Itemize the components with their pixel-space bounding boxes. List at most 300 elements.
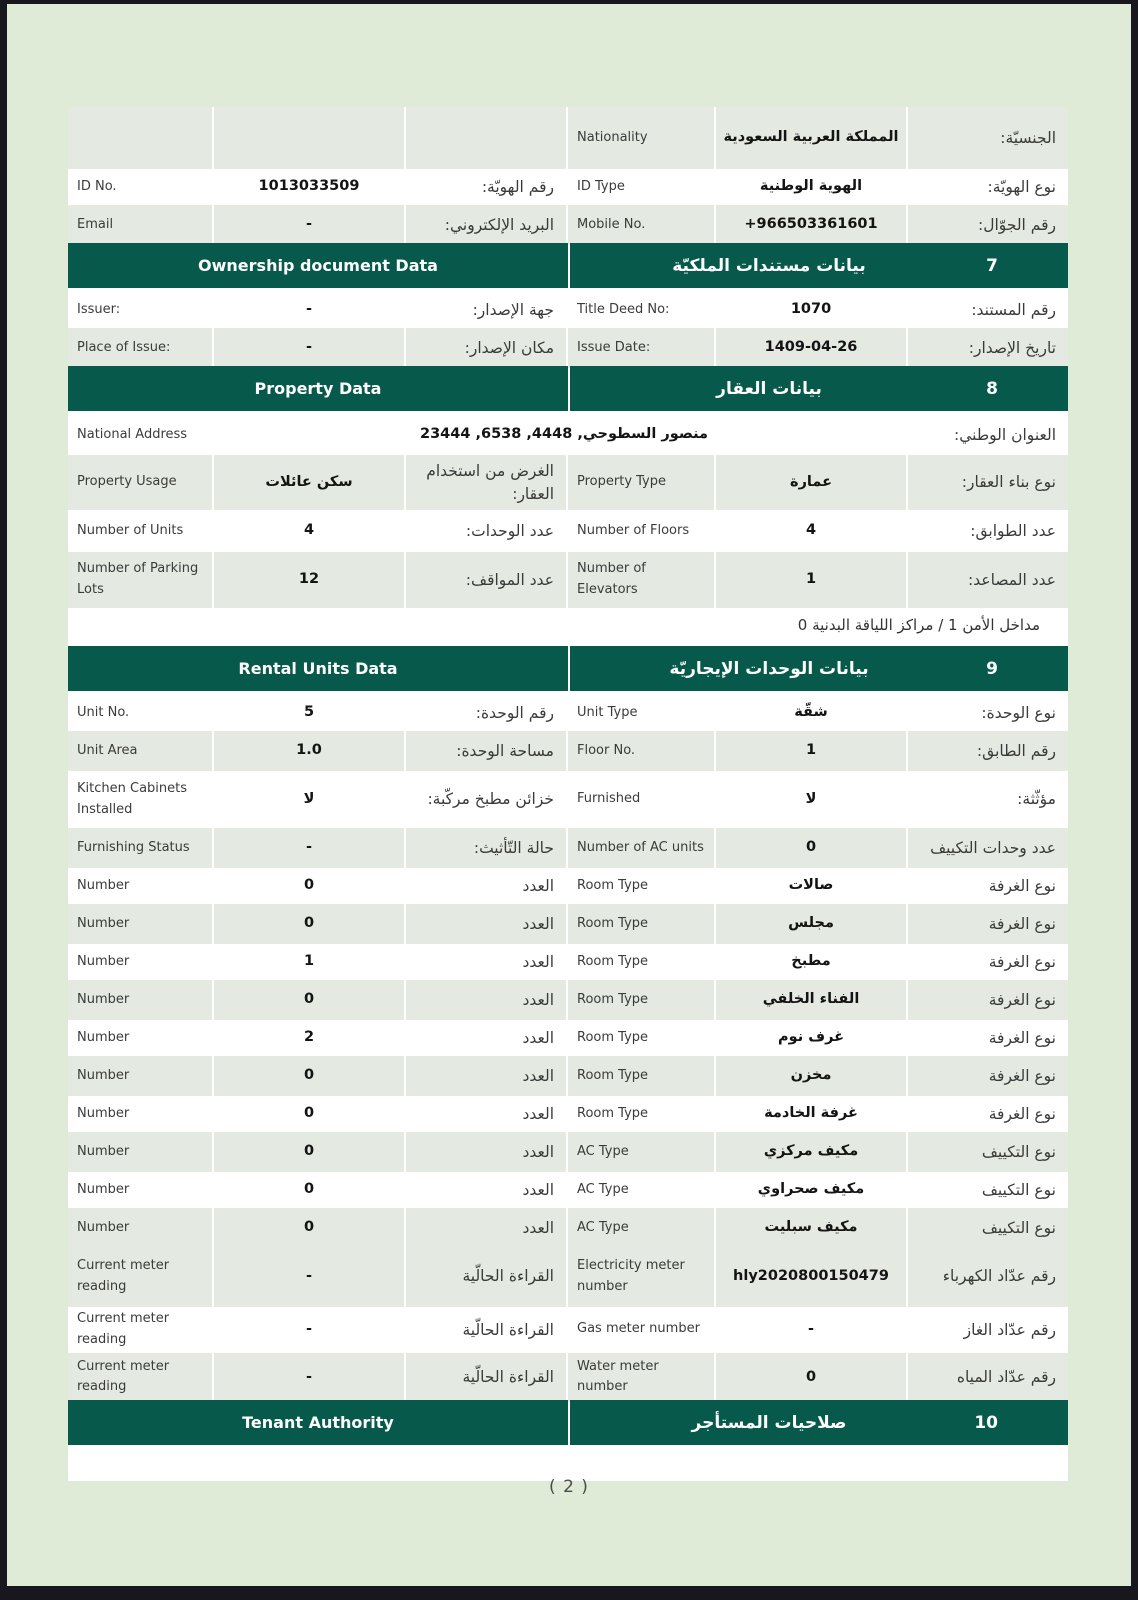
field-label-ar-text: تاريخ الإصدار: [968, 338, 1056, 357]
section-title-ar-text: بيانات الوحدات الإيجاريّة [669, 658, 869, 679]
contract-table [68, 107, 1068, 1481]
field-label-ar [908, 1208, 1068, 1248]
field-value-text: 0 [303, 1067, 315, 1084]
field-value [716, 769, 906, 830]
field-value-text: 5 [303, 704, 315, 721]
field-value-text: مخزن [790, 1067, 832, 1084]
field-value-text: 0 [303, 991, 315, 1008]
section-title-ar-text: صلاحيات المستأجر [691, 1412, 847, 1433]
field-label-en-text: Property Usage [77, 474, 177, 490]
field-value-text: 1.0 [296, 742, 322, 759]
field-label-en-text: Number [77, 877, 130, 893]
field-value [222, 413, 906, 457]
section-number: 9 [986, 658, 998, 679]
field-label-en-text: Number of AC units [577, 839, 704, 855]
table-row-wide [68, 413, 1068, 453]
field-label-en [68, 769, 212, 830]
field-label-en [68, 1018, 212, 1058]
table-row [68, 107, 1068, 165]
field-value-text: المملكة العربية السعودية [723, 129, 899, 146]
field-label-en-text: Issuer: [77, 301, 121, 317]
table-row [68, 731, 1068, 767]
field-label-ar [406, 328, 566, 368]
section-header-7 [68, 243, 1068, 288]
field-label-en [568, 1170, 714, 1210]
field-label-en-text: Current meter reading [77, 1358, 170, 1395]
field-label-en [568, 866, 714, 906]
field-label-en-text: Room Type [577, 953, 649, 969]
field-label-en [68, 1094, 212, 1134]
field-label-ar-text: الغرض من استخدام العقار: [426, 462, 554, 503]
field-label-ar [908, 693, 1068, 733]
field-value [214, 1056, 404, 1096]
field-label-ar-text: نوع الغرفة [988, 1028, 1056, 1047]
section-title-ar [570, 646, 1068, 691]
field-label-ar-text: نوع الغرفة [988, 1066, 1056, 1085]
table-row [68, 1246, 1068, 1303]
field-value [716, 1208, 906, 1248]
field-label-ar-text: خزائن مطبخ مركّبة: [427, 790, 554, 809]
field-value [214, 1132, 404, 1172]
field-value [214, 866, 404, 906]
field-label-ar-text: نوع الوحدة: [981, 703, 1056, 722]
field-label-ar-text: العدد [522, 952, 554, 971]
field-value-text: 1 [805, 571, 817, 588]
field-label-en-text: AC Type [577, 1143, 629, 1159]
pdf-page [7, 4, 1131, 1586]
table-row [68, 942, 1068, 978]
field-value [716, 205, 906, 245]
field-value [214, 942, 404, 982]
field-value [716, 107, 906, 169]
field-label-ar-text: عدد الوحدات: [465, 521, 554, 540]
field-label-en [68, 1208, 212, 1248]
field-value [716, 1056, 906, 1096]
field-label-en [68, 693, 212, 733]
section-title-en: Property Data [68, 366, 568, 411]
field-value-text: 0 [805, 1368, 817, 1385]
field-value-text: 0 [303, 915, 315, 932]
field-label-ar [908, 205, 1068, 245]
field-value [716, 552, 906, 608]
field-value [716, 167, 906, 207]
field-label-en [568, 693, 714, 733]
field-label-en [568, 942, 714, 982]
field-label-en-text: ID No. [77, 178, 117, 194]
field-label-en-text: ID Type [577, 178, 625, 194]
field-value [214, 455, 404, 510]
field-label-en [68, 942, 212, 982]
field-label-ar [406, 552, 566, 608]
field-label-en [68, 1305, 212, 1355]
section-number: 7 [986, 255, 998, 276]
field-value-text: 1 [805, 742, 817, 759]
field-label-ar-text: نوع بناء العقار: [961, 473, 1056, 492]
table-row [68, 980, 1068, 1016]
field-label-en-text: Nationality [577, 129, 648, 145]
field-label-en-text: Number [77, 991, 130, 1007]
field-label-ar-text: مؤثّثة: [1017, 790, 1056, 809]
field-label-ar-text: عدد الطوابق: [970, 521, 1056, 540]
field-value [716, 508, 906, 554]
field-value-text: - [305, 1368, 313, 1385]
field-label-en [68, 205, 212, 245]
field-label-en-text: Number of Parking Lots [77, 561, 199, 597]
field-label-ar [406, 1018, 566, 1058]
field-label-ar-text: العدد [522, 1104, 554, 1123]
table-row [68, 1208, 1068, 1244]
field-label-en-text: Number [77, 1219, 130, 1235]
field-value [716, 731, 906, 771]
field-label-en [68, 1132, 212, 1172]
field-label-ar [406, 167, 566, 207]
field-label-ar-text: العدد [522, 1066, 554, 1085]
field-label-ar [406, 508, 566, 554]
field-value-text: 0 [303, 1143, 315, 1160]
field-value-text: منصور السطوحي, 4448, 6538, 23444 [419, 426, 709, 443]
field-label-en-text: Place of Issue: [77, 339, 171, 355]
field-label-ar [908, 828, 1068, 868]
field-label-ar-text: نوع التكييف [981, 1142, 1056, 1161]
field-label-en [568, 980, 714, 1020]
field-value-text: hly2020800150479 [733, 1267, 889, 1284]
field-value [214, 1305, 404, 1355]
security-entrances-note-text: مداخل الأمن 1 / مراكز اللياقة البدنية 0 [797, 616, 1040, 634]
field-value-text: 1 [303, 953, 315, 970]
section-header-10 [68, 1400, 1068, 1445]
field-label-ar [406, 107, 566, 169]
field-label-en [568, 328, 714, 368]
field-label-ar [908, 455, 1068, 510]
field-value [214, 980, 404, 1020]
field-label-ar [406, 828, 566, 868]
field-label-ar-text: العنوان الوطني: [954, 425, 1056, 444]
field-label-ar-text: القراءة الحالّية [462, 1267, 554, 1286]
field-label-en-text: Electricity meter number [577, 1257, 685, 1294]
field-label-ar-text: رقم الجوّال: [978, 215, 1056, 234]
field-label-en-text: Number [77, 1029, 130, 1045]
table-row [68, 769, 1068, 826]
field-label-ar-text: رقم الوحدة: [475, 703, 554, 722]
field-value-text: 4 [805, 522, 817, 539]
field-label-en [568, 1132, 714, 1172]
field-value-text: 4 [303, 522, 315, 539]
field-value [214, 769, 404, 830]
field-label-en-text: AC Type [577, 1181, 629, 1197]
field-label-en [68, 290, 212, 330]
field-label-ar [406, 980, 566, 1020]
field-label-ar [908, 328, 1068, 368]
field-label-ar [908, 942, 1068, 982]
field-value [214, 167, 404, 207]
field-label-en-text: Issue Date: [577, 339, 651, 355]
field-value-text: غرف نوم [778, 1029, 844, 1046]
field-label-ar [908, 1170, 1068, 1210]
field-label-ar [908, 1094, 1068, 1134]
field-value-text: الفناء الخلفي [762, 991, 860, 1008]
field-value-text: لا [303, 790, 315, 807]
field-value-text: مطبخ [791, 953, 831, 970]
table-row [68, 1170, 1068, 1206]
section-title-en: Rental Units Data [68, 646, 568, 691]
field-value [716, 866, 906, 906]
field-value-text: 0 [303, 1219, 315, 1236]
field-value [214, 1208, 404, 1248]
field-label-ar-text: رقم عدّاد المياه [956, 1368, 1056, 1387]
field-label-en [68, 828, 212, 868]
field-value [716, 328, 906, 368]
field-label-en-text: Number [77, 1067, 130, 1083]
field-label-en-text: Number of Units [77, 522, 184, 538]
field-label-ar-text: جهة الإصدار: [472, 300, 554, 319]
field-label-en-text: National Address [77, 426, 188, 442]
field-label-en [68, 107, 212, 169]
field-label-ar [406, 1305, 566, 1355]
field-value-text: مكيف مركزي [763, 1143, 859, 1160]
field-label-ar [406, 1246, 566, 1307]
field-label-ar-text: عدد المصاعد: [968, 570, 1056, 589]
field-label-ar-text: نوع الغرفة [988, 990, 1056, 1009]
field-label-ar [406, 1353, 566, 1403]
field-value-text: سكن عائلات [265, 473, 353, 490]
field-value-text: مكيف سبليت [764, 1219, 858, 1236]
field-label-ar [908, 552, 1068, 608]
section-header-8 [68, 366, 1068, 411]
field-label-ar-text: نوع الغرفة [988, 952, 1056, 971]
field-label-en-text: Furnishing Status [77, 839, 190, 855]
field-value-text: - [305, 216, 313, 233]
field-label-en-text: Unit Type [577, 704, 638, 720]
field-label-en-text: Room Type [577, 1029, 649, 1045]
field-value-text: 2 [303, 1029, 315, 1046]
field-label-en [568, 828, 714, 868]
field-value-text: 1070 [790, 301, 832, 318]
field-value-text: - [807, 1320, 815, 1337]
field-value [716, 693, 906, 733]
field-label-en [568, 290, 714, 330]
table-row [68, 1018, 1068, 1054]
section-title-en: Tenant Authority [68, 1400, 568, 1445]
field-label-en-text: Room Type [577, 1067, 649, 1083]
field-value-text: - [305, 339, 313, 356]
field-label-ar [908, 1353, 1068, 1403]
table-row [68, 693, 1068, 729]
security-entrances-note [68, 606, 1068, 644]
field-label-en-text: Kitchen Cabinets Installed [77, 780, 188, 817]
field-label-en-text: AC Type [577, 1219, 629, 1235]
field-label-ar [406, 1094, 566, 1134]
field-value [716, 1094, 906, 1134]
field-label-en [568, 508, 714, 554]
field-label-en [568, 904, 714, 944]
field-label-en-text: Unit Area [77, 742, 138, 758]
field-label-ar-text: العدد [522, 1142, 554, 1161]
section-title-en: Ownership document Data [68, 243, 568, 288]
field-value [716, 828, 906, 868]
field-label-en [568, 552, 714, 608]
field-value [716, 290, 906, 330]
field-value [214, 731, 404, 771]
field-label-en-text: Mobile No. [577, 216, 646, 232]
field-label-ar-text: البريد الإلكتروني: [444, 215, 554, 234]
section-number: 10 [974, 1412, 998, 1433]
field-label-en-text: Email [77, 216, 114, 232]
field-label-ar [406, 693, 566, 733]
field-value [716, 1353, 906, 1403]
field-value [214, 1018, 404, 1058]
table-row [68, 1056, 1068, 1092]
field-label-ar [908, 1018, 1068, 1058]
field-label-en-text: Number [77, 1181, 130, 1197]
field-label-en [568, 167, 714, 207]
field-label-en-text: Gas meter number [577, 1321, 700, 1337]
table-row [68, 167, 1068, 203]
field-label-ar [908, 107, 1068, 169]
table-row [68, 1132, 1068, 1168]
section-title-ar-text: بيانات مستندات الملكيّة [672, 255, 866, 276]
field-label-ar [908, 1056, 1068, 1096]
field-label-ar-text: العدد [522, 1218, 554, 1237]
field-label-en-text: Room Type [577, 877, 649, 893]
page-number: ( 2 ) [549, 1477, 589, 1497]
field-label-en-text: Number [77, 1143, 130, 1159]
field-label-ar-text: العدد [522, 990, 554, 1009]
field-value [214, 1246, 404, 1307]
field-label-ar-text: عدد وحدات التكييف [930, 838, 1056, 857]
field-label-ar-text: رقم الطابق: [976, 741, 1056, 760]
field-value-text: مكيف صحراوي [757, 1181, 865, 1198]
field-label-ar [908, 980, 1068, 1020]
field-label-en [568, 769, 714, 830]
field-label-ar-text: العدد [522, 914, 554, 933]
field-label-ar [406, 1056, 566, 1096]
field-value-text: شقّة [794, 704, 828, 721]
section-title-ar [570, 243, 1068, 288]
field-label-ar-text: رقم عدّاد الغاز [963, 1320, 1056, 1339]
field-label-ar [406, 731, 566, 771]
table-row [68, 552, 1068, 604]
field-label-en-text: Number of Floors [577, 522, 690, 538]
field-label-en [68, 731, 212, 771]
field-label-ar-text: مكان الإصدار: [464, 338, 554, 357]
field-value [716, 1305, 906, 1355]
table-row [68, 828, 1068, 864]
field-label-ar-text: حالة التّأثيث: [473, 838, 554, 857]
table-row [68, 508, 1068, 550]
table-row [68, 328, 1068, 364]
field-label-en-text: Floor No. [577, 742, 636, 758]
field-value [214, 1094, 404, 1134]
field-value-text: - [305, 1267, 313, 1284]
field-value [214, 693, 404, 733]
field-label-en [68, 455, 212, 510]
table-row [68, 455, 1068, 506]
field-label-ar-text: رقم عدّاد الكهرباء [942, 1267, 1056, 1286]
field-label-ar-text: نوع الغرفة [988, 914, 1056, 933]
field-value-text: 0 [805, 839, 817, 856]
field-label-ar [908, 1132, 1068, 1172]
field-label-ar-text: رقم المستند: [971, 300, 1056, 319]
field-label-en-text: Room Type [577, 1105, 649, 1121]
field-label-en [68, 167, 212, 207]
field-label-ar-text: نوع الغرفة [988, 876, 1056, 895]
field-label-en-text: Water meter number [577, 1358, 659, 1395]
field-label-ar-text: القراءة الحالّية [462, 1320, 554, 1339]
section-title-ar [570, 366, 1068, 411]
table-row [68, 866, 1068, 902]
field-value-text: لا [805, 790, 817, 807]
field-label-ar [908, 1305, 1068, 1355]
field-label-en-text: Number [77, 1105, 130, 1121]
field-label-en [568, 1353, 714, 1403]
field-label-en-text: Number [77, 915, 130, 931]
field-value-text: - [305, 301, 313, 318]
field-label-en [568, 205, 714, 245]
field-value [214, 1170, 404, 1210]
field-label-en-text: Furnished [577, 791, 641, 807]
field-label-en [568, 1246, 714, 1307]
field-value [716, 455, 906, 510]
empty-row [68, 1447, 1068, 1479]
field-label-en [68, 866, 212, 906]
field-label-en [568, 731, 714, 771]
field-label-ar [406, 205, 566, 245]
field-value-text: صالات [788, 877, 834, 894]
field-value [716, 980, 906, 1020]
field-label-en [568, 1208, 714, 1248]
field-label-ar-text: نوع الهويّة: [987, 177, 1056, 196]
field-value-text: 12 [298, 571, 320, 588]
field-label-en [568, 1056, 714, 1096]
field-label-ar-text: مساحة الوحدة: [456, 741, 554, 760]
field-value-text: 1409-04-26 [764, 339, 858, 356]
field-value [716, 942, 906, 982]
field-value [716, 904, 906, 944]
field-label-ar-text: القراءة الحالّية [462, 1368, 554, 1387]
field-label-en-text: Property Type [577, 474, 667, 490]
section-title-ar [570, 1400, 1068, 1445]
field-label-ar [908, 731, 1068, 771]
field-label-ar-text: العدد [522, 1180, 554, 1199]
field-label-ar [406, 769, 566, 830]
field-value-text: الهوية الوطنية [759, 178, 863, 195]
field-label-ar-text: نوع الغرفة [988, 1104, 1056, 1123]
field-label-ar-text: رقم الهويّة: [481, 177, 554, 196]
table-row [68, 904, 1068, 940]
field-label-ar [406, 455, 566, 510]
field-label-en [68, 980, 212, 1020]
table-row [68, 290, 1068, 326]
field-label-ar [908, 866, 1068, 906]
field-value-text: - [305, 839, 313, 856]
field-value [716, 1132, 906, 1172]
field-value [716, 1018, 906, 1058]
field-label-en-text: Room Type [577, 915, 649, 931]
field-label-en-text: Room Type [577, 991, 649, 1007]
field-value [214, 107, 404, 169]
field-value [214, 328, 404, 368]
field-value-text: غرفة الخادمة [764, 1105, 858, 1122]
table-row [68, 1094, 1068, 1130]
field-label-en [568, 455, 714, 510]
field-label-en [68, 904, 212, 944]
field-label-ar [406, 1132, 566, 1172]
field-label-ar [908, 167, 1068, 207]
field-label-en [68, 328, 212, 368]
field-value [716, 1170, 906, 1210]
field-value [214, 552, 404, 608]
field-value [214, 1353, 404, 1403]
